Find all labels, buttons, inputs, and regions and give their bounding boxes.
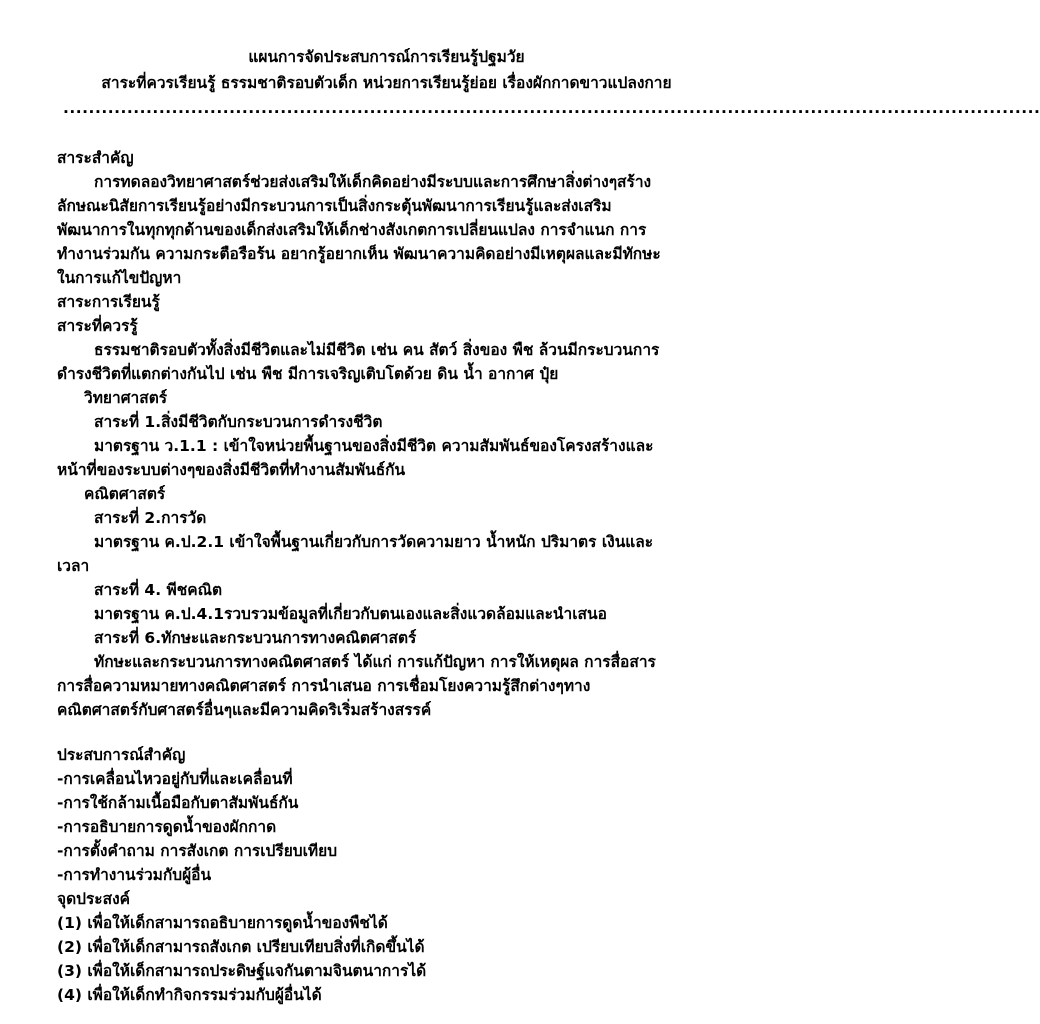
list-item: (1) เพื่อให้เด็กสามารถอธิบายการดูดน้ำของพืชได้ <box>57 914 388 932</box>
learning-content-line: มาตรฐาน ค.ป.2.1 เข้าใจพื้นฐานเกี่ยวกับการวัดความยาว น้ำหนัก ปริมาตร เงินและ <box>94 533 654 551</box>
learning-content-line: ดำรงชีวิตที่แตกต่างกันไป เช่น พืช มีการเจริญเติบโตด้วย ดิน น้ำ อากาศ ปุ๋ย <box>57 365 559 383</box>
learning-content-subheading: สาระที่ควรรู้ <box>57 317 138 335</box>
learning-content-line: คณิตศาสตร์กับศาสตร์อื่นๆและมีความคิดริเริ่มสร้างสรรค์ <box>57 701 432 719</box>
learning-content-line: สาระที่ 6.ทักษะและกระบวนการทางคณิตศาสตร์ <box>94 629 417 647</box>
list-item: -การใช้กล้ามเนื้อมือกับตาสัมพันธ์กัน <box>57 794 299 812</box>
learning-content-line: สาระที่ 2.การวัด <box>94 509 207 527</box>
learning-content-line: สาระที่ 4. พีชคณิต <box>94 581 223 599</box>
key-concept-line: ลักษณะนิสัยการเรียนรู้อย่างมีกระบวนการเป็นสิ่งกระตุ้นพัฒนาการเรียนรู้และส่งเสริม <box>57 197 612 215</box>
page-title: แผนการจัดประสบการณ์การเรียนรู้ปฐมวัย <box>248 48 525 66</box>
learning-content-line: คณิตศาสตร์ <box>84 485 166 503</box>
learning-content-line: ทักษะและกระบวนการทางคณิตศาสตร์ ได้แก่ การแก้ปัญหา การให้เหตุผล การสื่อสาร <box>94 653 656 671</box>
key-concept-line: พัฒนาการในทุกทุกด้านของเด็กส่งเสริมให้เด็กช่างสังเกตการเปลี่ยนแปลง การจำแนก การ <box>57 221 647 239</box>
learning-content-line: วิทยาศาสตร์ <box>84 389 168 407</box>
learning-content-heading: สาระการเรียนรู้ <box>57 293 160 311</box>
learning-content-line: ธรรมชาติรอบตัวทั้งสิ่งมีชีวิตและไม่มีชีวิต เช่น คน สัตว์ สิ่งของ พืช ล้วนมีกระบวนการ <box>94 341 660 359</box>
list-item: -การตั้งคำถาม การสังเกต การเปรียบเทียบ <box>57 842 338 860</box>
key-concept-line: การทดลองวิทยาศาสตร์ช่วยส่งเสริมให้เด็กคิดอย่างมีระบบและการศึกษาสิ่งต่างๆสร้าง <box>94 173 652 191</box>
header-divider: ......................................................................................................................................................... <box>63 99 1040 117</box>
page-subtitle: สาระที่ควรเรียนรู้ ธรรมชาติรอบตัวเด็ก หน่วยการเรียนรู้ย่อย เรื่องผักกาดขาวแปลงกาย <box>101 74 672 92</box>
list-item: -การอธิบายการดูดน้ำของผักกาด <box>57 818 277 836</box>
key-concept-heading: สาระสำคัญ <box>57 149 134 167</box>
learning-content-line: มาตรฐาน ว.1.1 : เข้าใจหน่วยพื้นฐานของสิ่งมีชีวิต ความสัมพันธ์ของโครงสร้างและ <box>94 437 654 455</box>
key-concept-line: ทำงานร่วมกัน ความกระตือรือร้น อยากรู้อยากเห็น พัฒนาความคิดอย่างมีเหตุผลและมีทักษะ <box>57 245 661 263</box>
learning-content-line: การสื่อความหมายทางคณิตศาสตร์ การนำเสนอ การเชื่อมโยงความรู้สึกต่างๆทาง <box>57 677 591 695</box>
objectives-heading: จุดประสงค์ <box>57 890 131 908</box>
key-concept-line: ในการแก้ไขปัญหา <box>57 269 182 287</box>
learning-content-line: เวลา <box>57 557 90 575</box>
learning-content-line: มาตรฐาน ค.ป.4.1รวบรวมข้อมูลที่เกี่ยวกับตนเองและสิ่งแวดล้อมและนำเสนอ <box>94 605 607 623</box>
list-item: (4) เพื่อให้เด็กทำกิจกรรมร่วมกับผู้อื่นได้ <box>57 986 322 1004</box>
list-item: -การทำงานร่วมกับผู้อื่น <box>57 866 212 884</box>
list-item: (3) เพื่อให้เด็กสามารถประดิษฐ์แจกันตามจินตนาการได้ <box>57 962 427 980</box>
key-experience-heading: ประสบการณ์สำคัญ <box>57 746 186 764</box>
list-item: -การเคลื่อนไหวอยู่กับที่และเคลื่อนที่ <box>57 770 293 788</box>
learning-content-line: หน้าที่ของระบบต่างๆของสิ่งมีชีวิตที่ทำงานสัมพันธ์กัน <box>57 461 406 479</box>
list-item: (2) เพื่อให้เด็กสามารถสังเกต เปรียบเทียบสิ่งที่เกิดขึ้นได้ <box>57 938 425 956</box>
learning-content-line: สาระที่ 1.สิ่งมีชีวิตกับกระบวนการดำรงชีวิต <box>94 413 383 431</box>
